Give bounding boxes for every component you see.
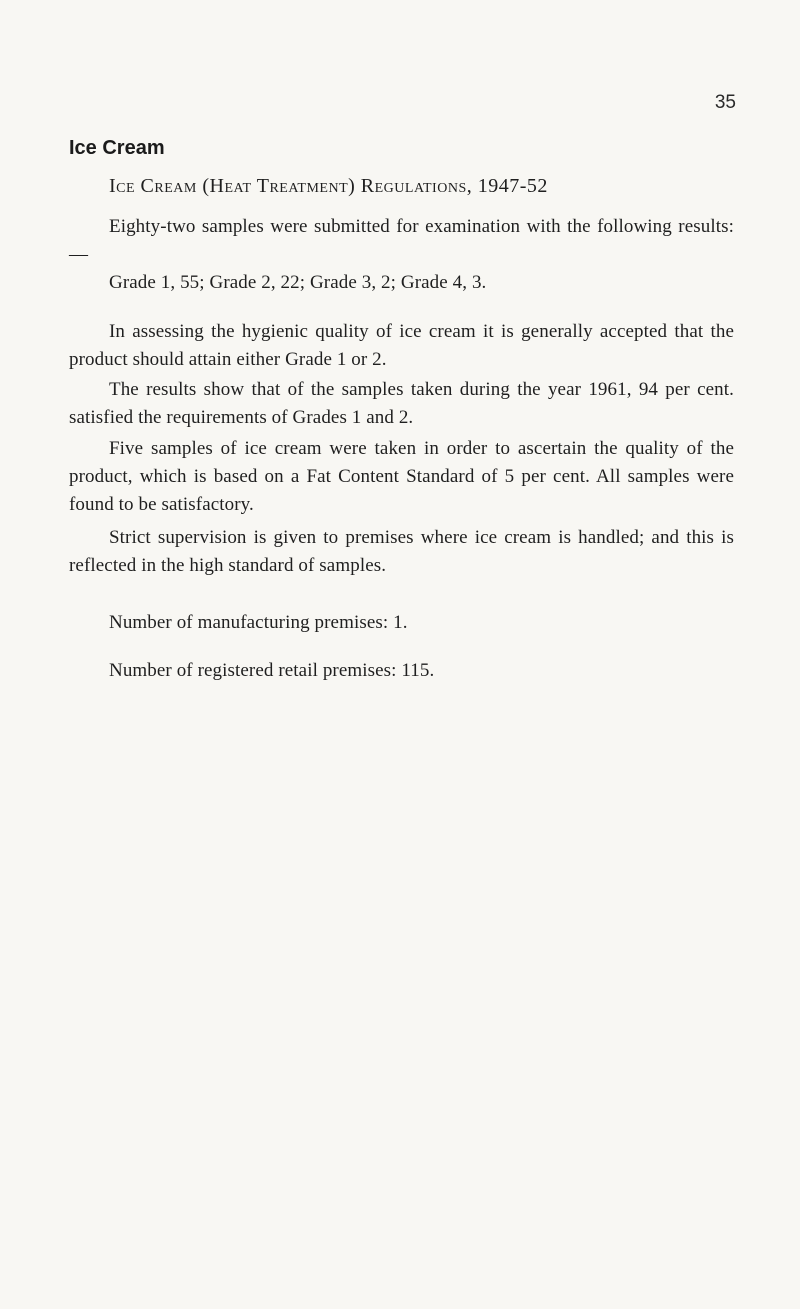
manufacturing-premises-count: Number of manufacturing premises: 1. [109, 612, 408, 633]
regulation-title: Ice Cream (Heat Treatment) Regulations, 1947-52 [109, 175, 548, 197]
page-number: 35 [714, 92, 736, 113]
paragraph-hygienic-quality: In assessing the hygienic quality of ice cream it is generally accepted that the product should attain either Grade 1 or 2. [69, 321, 734, 370]
paragraph-samples-submitted: Eighty-two samples were submitted for examination with the following results:— [69, 216, 734, 265]
retail-premises-count: Number of registered retail premises: 115. [109, 660, 435, 681]
paragraph-fat-content: Five samples of ice cream were taken in order to ascertain the quality of the product, which is based on a Fat Content Standard of 5 per cent. All samples were found to be satisfactory. [69, 438, 734, 515]
section-heading: Ice Cream [69, 137, 165, 159]
paragraph-supervision: Strict supervision is given to premises where ice cream is handled; and this is reflected in the high standard of samples. [69, 527, 734, 576]
paragraph-year-results: The results show that of the samples taken during the year 1961, 94 per cent. satisfied the requirements of Grades 1 and 2. [69, 379, 734, 428]
paragraph-grade-results: Grade 1, 55; Grade 2, 22; Grade 3, 2; Grade 4, 3. [109, 272, 487, 293]
